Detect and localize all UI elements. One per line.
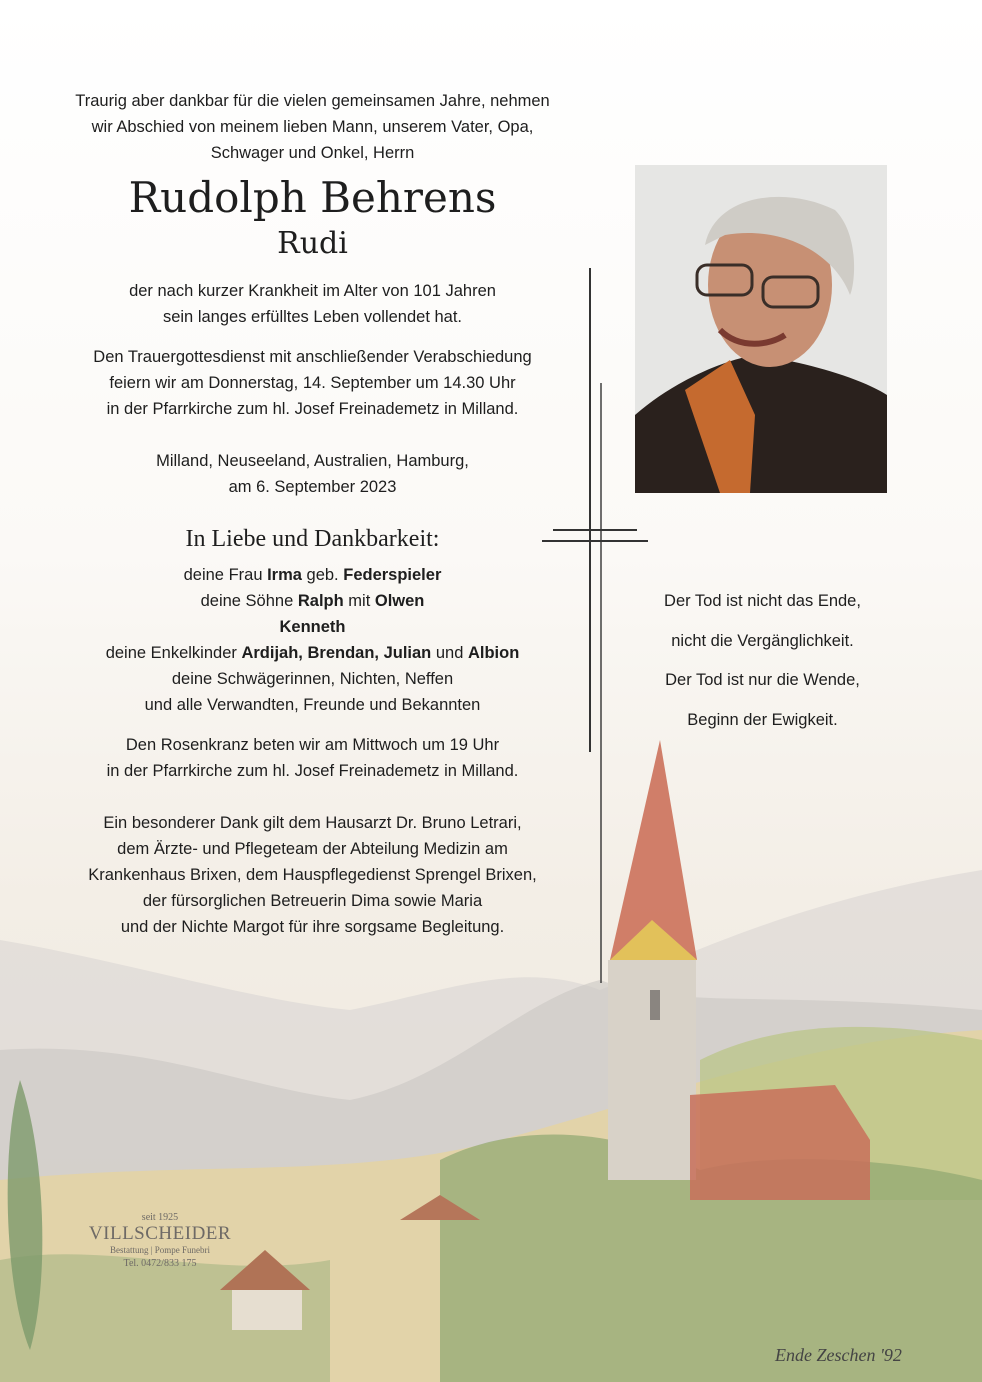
deceased-name: Rudolph Behrens — [128, 173, 497, 222]
service-line: feiern wir am Donnerstag, 14. September um 14.30 Uhr — [109, 374, 516, 392]
mourner-text: mit — [343, 592, 375, 610]
intro-line: Schwager und Onkel, Herrn — [210, 144, 415, 162]
service-line: Den Trauergottesdienst mit anschließender Verabschiedung — [93, 348, 532, 366]
mourner-line — [40, 640, 585, 666]
rosary-line: in der Pfarrkirche zum hl. Josef Freinademetz in Milland. — [106, 762, 519, 780]
logo-name: VILLSCHEIDER — [88, 1223, 232, 1244]
logo-since: seit 1925 — [141, 1212, 179, 1223]
mourner-text: und — [431, 644, 468, 662]
mourner-line — [40, 588, 585, 614]
poem-line: Beginn der Ewigkeit. — [687, 710, 838, 729]
mourner-text: deine Schwägerinnen, Nichten, Neffen — [171, 670, 454, 688]
poem-line: nicht die Vergänglichkeit. — [671, 631, 854, 650]
mourner-name: Ralph — [297, 592, 344, 610]
rosary-line: Den Rosenkranz beten wir am Mittwoch um 19 Uhr — [125, 736, 500, 754]
mourner-line — [40, 692, 585, 718]
mourner-name: Federspieler — [343, 566, 442, 584]
cross-vertical-line-2 — [600, 383, 602, 983]
mourners-heading: In Liebe und Dankbarkeit: — [185, 526, 440, 552]
death-line: der nach kurzer Krankheit im Alter von 101 Jahren — [129, 282, 496, 300]
thanks-line: und der Nichte Margot für ihre sorgsame Begleitung. — [120, 918, 505, 936]
obituary-text — [40, 88, 585, 940]
mourner-line — [40, 666, 585, 692]
cross-horizontal-line — [542, 540, 648, 542]
mourner-text: deine Frau — [183, 566, 268, 584]
painter-signature: Ende Zeschen '92 — [775, 1345, 902, 1365]
place-date-line: am 6. September 2023 — [228, 478, 397, 496]
mourner-line — [40, 614, 585, 640]
place-date-line: Milland, Neuseeland, Australien, Hamburg, — [156, 452, 469, 470]
poem — [630, 582, 895, 740]
thanks-line: der fürsorglichen Betreuerin Dima sowie Maria — [142, 892, 483, 910]
cross-vertical-line — [589, 268, 591, 752]
mourner-name: Albion — [467, 644, 520, 662]
thanks-line: Ein besonderer Dank gilt dem Hausarzt Dr. Bruno Letrari, — [103, 814, 522, 832]
intro-line: wir Abschied von meinem lieben Mann, unserem Vater, Opa, — [91, 118, 534, 136]
funeral-home-logo — [60, 1212, 260, 1269]
portrait-photo — [635, 165, 887, 493]
logo-phone: Tel. 0472/833 175 — [123, 1258, 197, 1269]
mourner-name: Olwen — [374, 592, 425, 610]
mourner-text: geb. — [301, 566, 344, 584]
death-line: sein langes erfülltes Leben vollendet hat. — [162, 308, 463, 326]
mourner-name: Ardijah, Brendan, Julian — [241, 644, 432, 662]
poem-line: Der Tod ist nicht das Ende, — [664, 592, 861, 610]
mourners-list — [40, 562, 585, 718]
deceased-nickname: Rudi — [277, 226, 348, 261]
poem-line: Der Tod ist nur die Wende, — [665, 671, 860, 689]
cross-horizontal-line-2 — [553, 529, 637, 531]
logo-subtitle: Bestattung | Pompe Funebri — [109, 1245, 211, 1255]
mourner-line — [40, 562, 585, 588]
mourner-text: deine Enkelkinder — [105, 644, 242, 662]
thanks-line: Krankenhaus Brixen, dem Hauspflegedienst Sprengel Brixen, — [88, 866, 537, 884]
mourner-text: und alle Verwandten, Freunde und Bekannten — [144, 696, 481, 714]
service-line: in der Pfarrkirche zum hl. Josef Freinademetz in Milland. — [106, 400, 519, 418]
mourner-text: deine Söhne — [200, 592, 298, 610]
thanks-line: dem Ärzte- und Pflegeteam der Abteilung Medizin am — [117, 840, 508, 858]
mourner-name: Kenneth — [279, 618, 346, 636]
intro-line: Traurig aber dankbar für die vielen gemeinsamen Jahre, nehmen — [75, 92, 550, 110]
mourner-name: Irma — [267, 566, 302, 584]
